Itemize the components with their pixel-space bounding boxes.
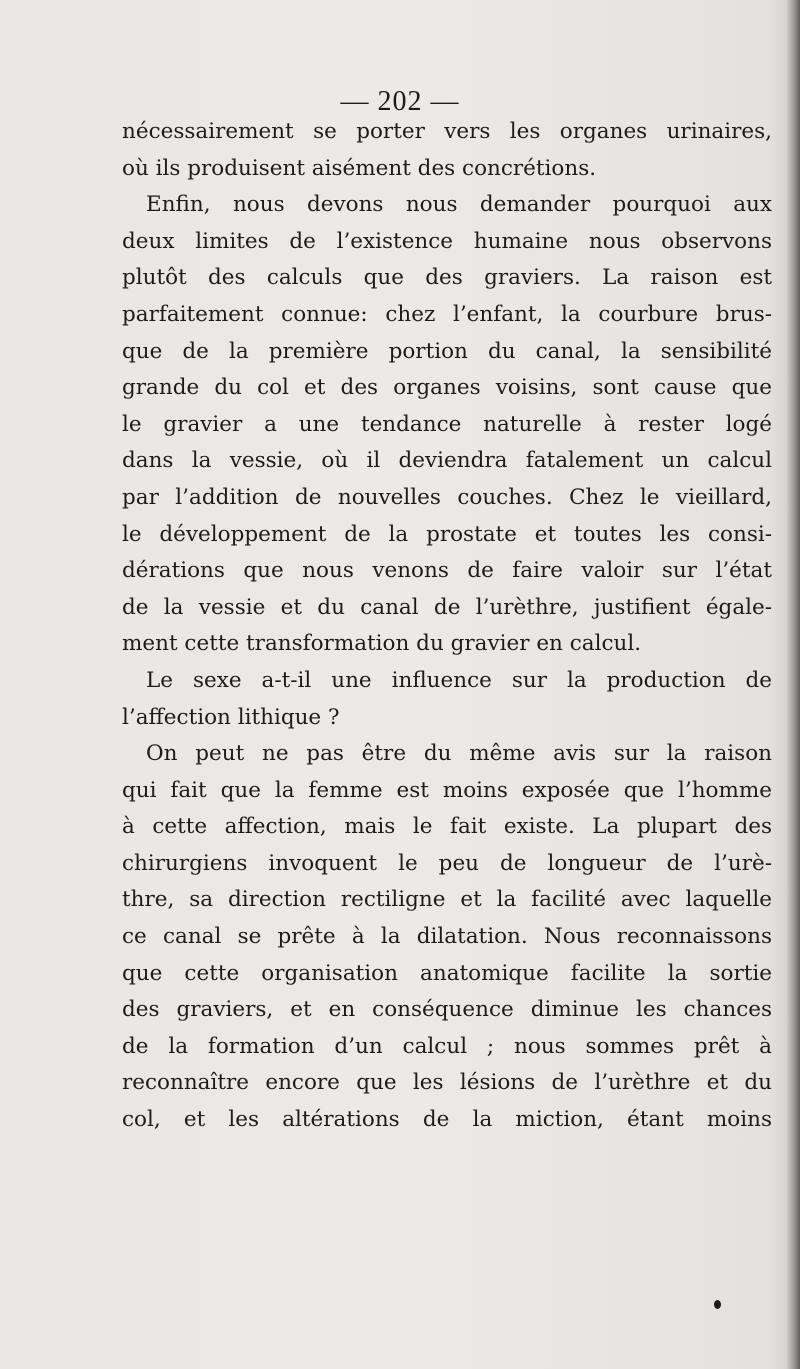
page-number: — 202 — bbox=[340, 86, 460, 117]
text-line: ment cette transformation du gravier en calcul. bbox=[122, 631, 642, 657]
text-line: Enfin, nous devons nous demander pourquoi aux bbox=[146, 192, 772, 218]
text-line: chirurgiens invoquent le peu de longueur de l’urè- bbox=[122, 850, 772, 876]
page-edge-shadow bbox=[786, 0, 800, 1369]
text-line: nécessairement se porter vers les organes urinaires, bbox=[122, 119, 772, 144]
text-line: que de la première portion du canal, la sensibilité bbox=[122, 338, 772, 364]
text-line: thre, sa direction rectiligne et la facilité avec laquelle bbox=[122, 887, 772, 913]
text-line: des graviers, et en conséquence diminue les chances bbox=[122, 997, 772, 1023]
text-line: à cette affection, mais le fait existe. La plupart des bbox=[122, 814, 772, 840]
text-line: On peut ne pas être du même avis sur la raison bbox=[146, 741, 772, 767]
text-line: col, et les altérations de la miction, étant moins bbox=[122, 1107, 772, 1133]
text-line: de la formation d’un calcul ; nous sommes prêt à bbox=[122, 1033, 772, 1059]
body-text bbox=[122, 114, 772, 1139]
text-line: plutôt des calculs que des graviers. La raison est bbox=[122, 265, 772, 291]
text-line: de la vessie et du canal de l’urèthre, justifient égale- bbox=[122, 594, 772, 620]
text-line: où ils produisent aisément des concrétions. bbox=[122, 155, 597, 181]
text-line: le gravier a une tendance naturelle à rester logé bbox=[122, 411, 772, 437]
ink-spot bbox=[714, 1300, 721, 1309]
text-line: deux limites de l’existence humaine nous observons bbox=[122, 228, 772, 254]
text-line: l’affection lithique ? bbox=[122, 704, 340, 730]
text-line: par l’addition de nouvelles couches. Chez le vieillard, bbox=[122, 484, 772, 510]
text-line: Le sexe a-t-il une influence sur la production de bbox=[146, 667, 772, 693]
text-line: le développement de la prostate et toutes les consi- bbox=[122, 521, 772, 547]
text-line: qui fait que la femme est moins exposée que l’homme bbox=[122, 777, 772, 803]
text-line: dérations que nous venons de faire valoir sur l’état bbox=[122, 558, 772, 584]
text-line: ce canal se prête à la dilatation. Nous reconnaissons bbox=[122, 924, 772, 950]
text-line: parfaitement connue: chez l’enfant, la courbure brus- bbox=[122, 301, 772, 327]
text-line: grande du col et des organes voisins, sont cause que bbox=[122, 375, 772, 401]
text-line: que cette organisation anatomique facilite la sortie bbox=[122, 960, 772, 986]
text-line: reconnaître encore que les lésions de l’urèthre et du bbox=[122, 1070, 772, 1096]
text-line: dans la vessie, où il deviendra fatalement un calcul bbox=[122, 448, 772, 474]
